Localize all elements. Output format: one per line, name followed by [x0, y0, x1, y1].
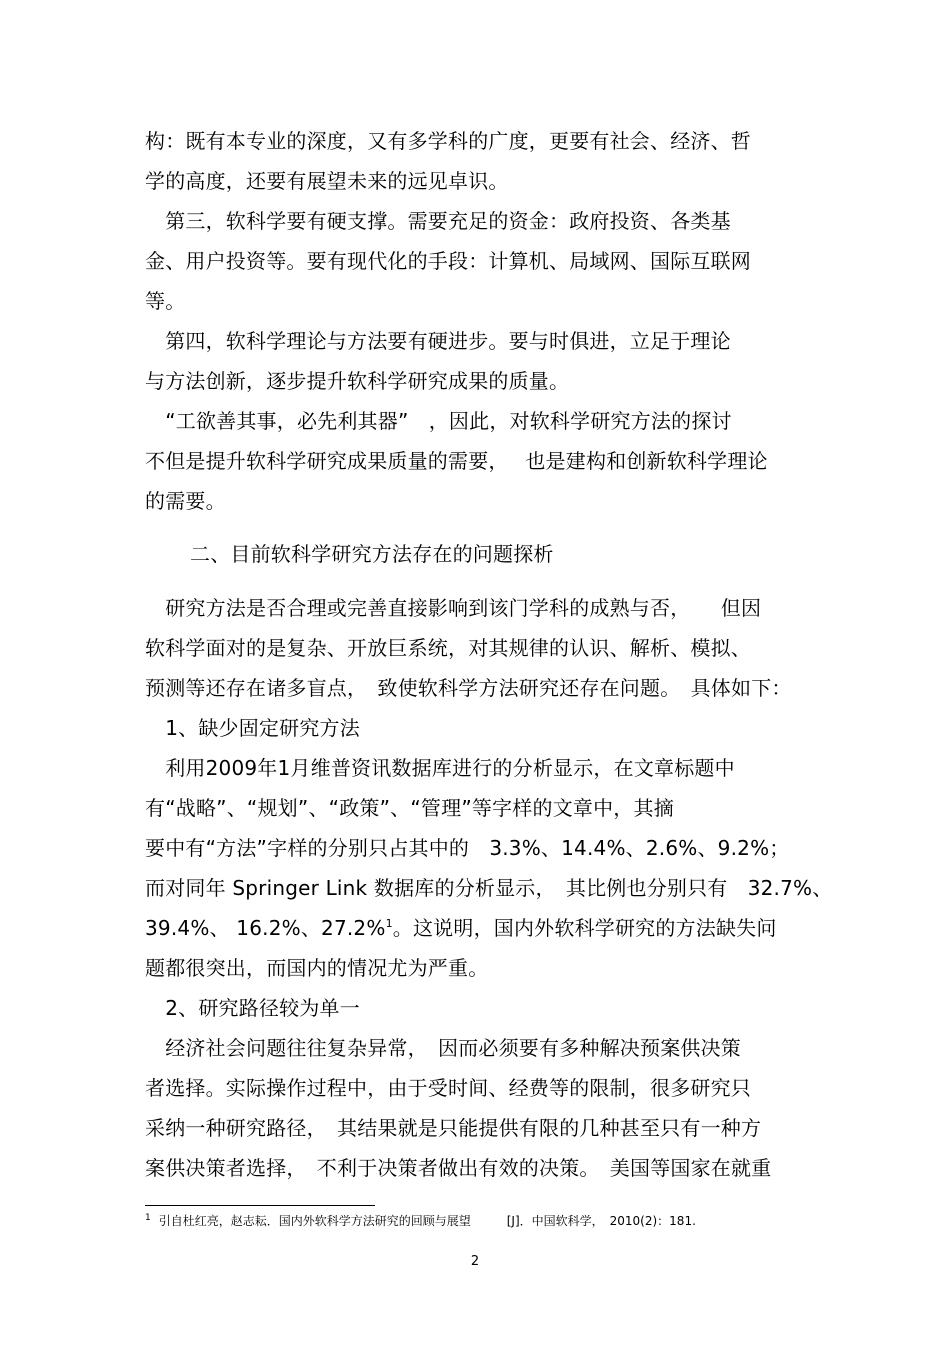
- citation-line: [145, 915, 777, 941]
- body-line-8: “工欲善其事，必先利其器” ，因此，对软科学研究方法的探讨: [145, 409, 732, 433]
- section-line-1: 研究方法是否合理或完善直接影响到该门学科的成熟与否， 但因: [145, 596, 762, 620]
- body-line-6: 第四，软科学理论与方法要有硬进步。要与时俱进，立足于理论: [145, 329, 731, 353]
- body-line-10: 的需要。: [145, 489, 226, 513]
- tail-line-1: 题都很突出，而国内的情况尤为严重。: [145, 956, 489, 980]
- footnote-mark: 1: [145, 1213, 151, 1223]
- body-line-3: 第三，软科学要有硬支撑。需要充足的资金：政府投资、各类基: [145, 209, 731, 233]
- section-line-8: 而对同年 Springer Link 数据库的分析显示， 其比例也分别只有 32.7%、: [145, 876, 833, 900]
- citation-line-after: 。这说明，国内外软科学研究的方法缺失问: [392, 916, 777, 940]
- section-line-7: 要中有“方法”字样的分别只占其中的 3.3%、14.4%、2.6%、9.2%；: [145, 836, 790, 860]
- footnote-reference[interactable]: 1: [385, 917, 393, 930]
- subheading-2: 2、研究路径较为单一: [145, 996, 360, 1020]
- page-number: 2: [470, 1254, 480, 1269]
- body-line-9: 不但是提升软科学研究成果质量的需要， 也是建构和创新软科学理论: [145, 449, 768, 473]
- body-line-5: 等。: [145, 289, 186, 313]
- body-line-7: 与方法创新，逐步提升软科学研究成果的质量。: [145, 369, 570, 393]
- tail-line-4: 者选择。实际操作过程中，由于受时间、经费等的限制，很多研究只: [145, 1076, 751, 1100]
- body-line-4: 金、用户投资等。要有现代化的手段：计算机、局域网、国际互联网: [145, 249, 751, 273]
- section-heading: 二、目前软科学研究方法存在的问题探析: [190, 542, 554, 566]
- tail-line-5: 采纳一种研究路径， 其结果就是只能提供有限的几种甚至只有一种方: [145, 1116, 762, 1140]
- section-line-3: 预测等还存在诸多盲点， 致使软科学方法研究还存在问题。 具体如下：: [145, 676, 792, 700]
- citation-line-before: 39.4%、 16.2%、27.2%: [145, 916, 386, 940]
- footnote-text: 引自杜红亮，赵志耘．国内外软科学方法研究的回顾与展望 [J]．中国软科学， 2010(2)：181.: [158, 1214, 696, 1228]
- tail-line-6: 案供决策者选择， 不利于决策者做出有效的决策。 美国等国家在就重: [145, 1156, 772, 1180]
- section-line-6: 有“战略”、“规划”、“政策”、“管理”等字样的文章中，其摘: [145, 796, 674, 820]
- footnote: [145, 1212, 696, 1230]
- footnote-separator: [145, 1205, 375, 1206]
- body-line-2: 学的高度，还要有展望未来的远见卓识。: [145, 169, 509, 193]
- subheading-1: 1、缺少固定研究方法: [145, 716, 360, 740]
- section-line-2: 软科学面对的是复杂、开放巨系统，对其规律的认识、解析、模拟、: [145, 636, 751, 660]
- section-line-5: 利用2009年1月维普资讯数据库进行的分析显示，在文章标题中: [145, 756, 735, 780]
- body-line-1: 构：既有本专业的深度，又有多学科的广度，更要有社会、经济、哲: [145, 129, 751, 153]
- tail-line-3: 经济社会问题往往复杂异常， 因而必须要有多种解决预案供决策: [145, 1036, 741, 1060]
